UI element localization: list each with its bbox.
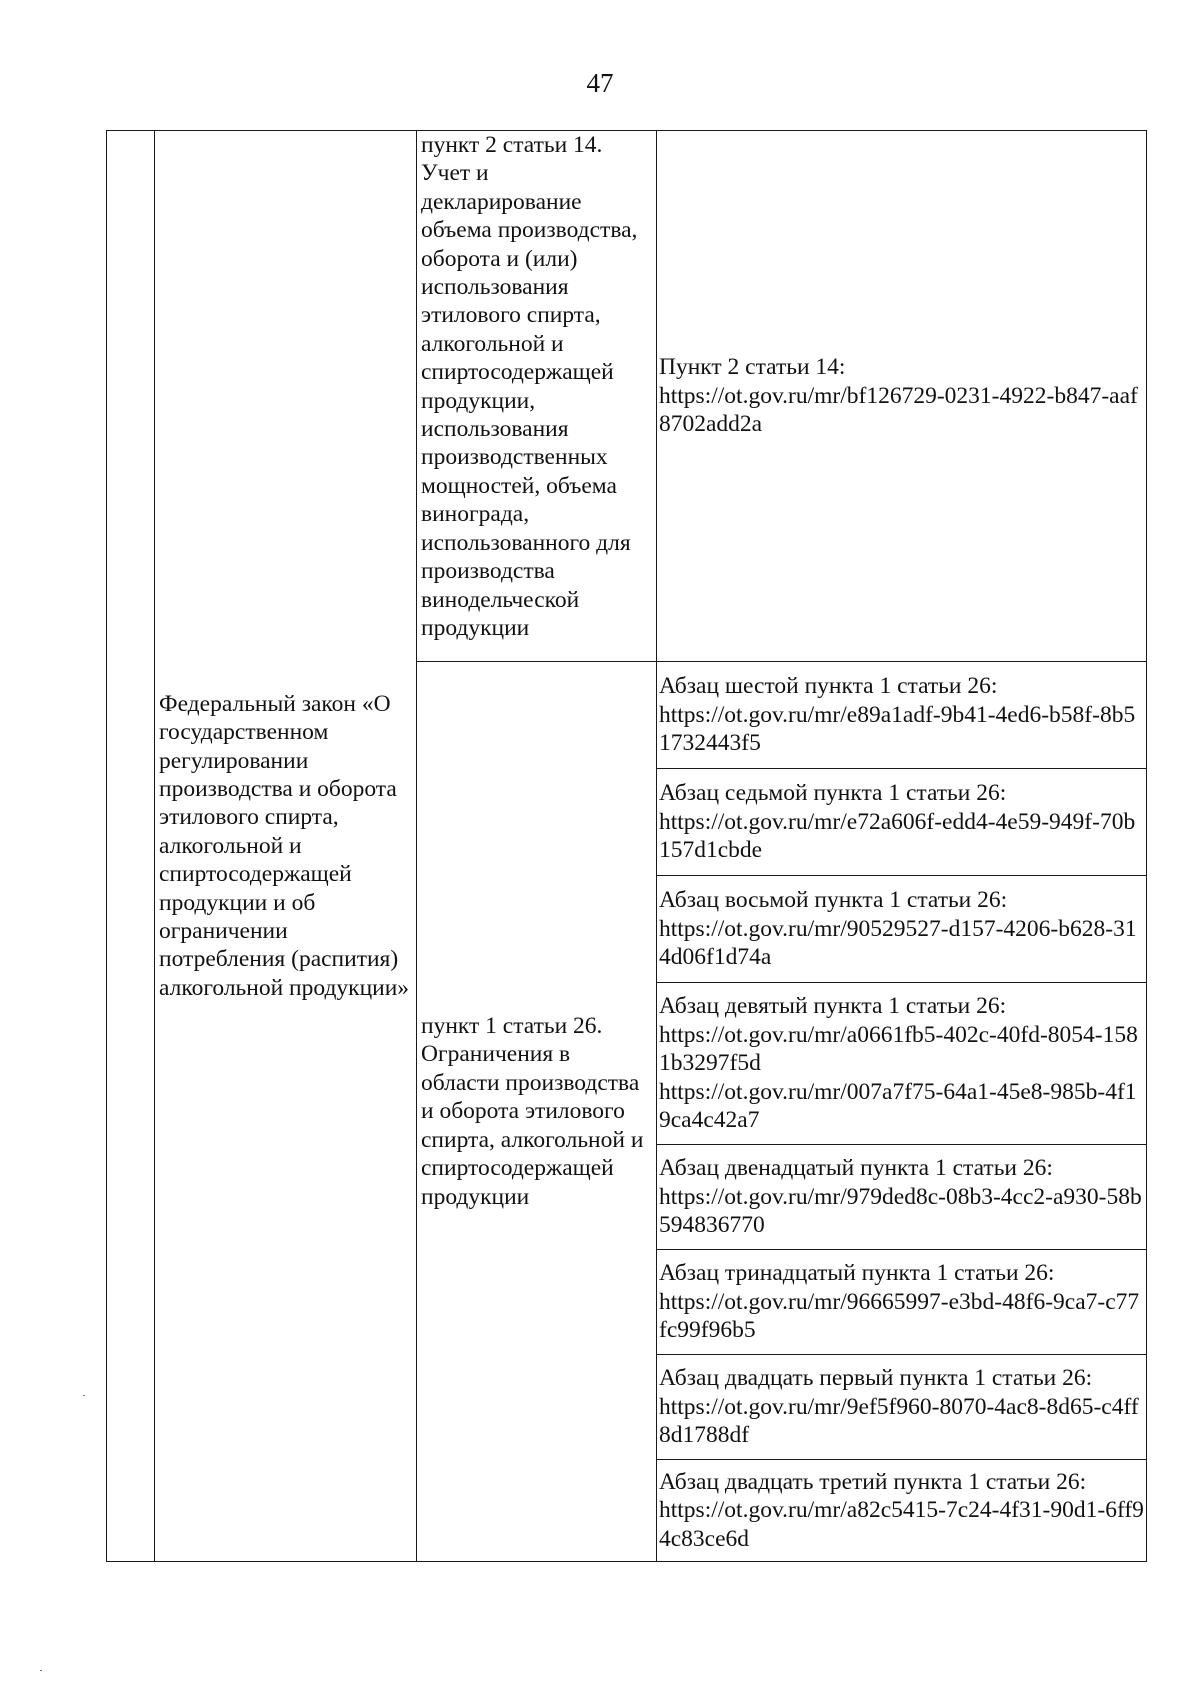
link-cell [657,876,1147,983]
link-label: Абзац восьмой пункта 1 статьи 26: [659,887,1008,914]
article-text: пункт 2 статьи 14. Учет и декларирование объема производства, оборота и (или) использования этилового спирта, алкогольной и спиртосодержащей продукции, использования производственных мощностей, объема винограда, использованного для производства винодельческой продукции [421,132,638,641]
link-label: Пункт 2 статьи 14: [659,354,846,381]
link-url[interactable]: https://ot.gov.ru/mr/979ded8c-08b3-4cc2-a930-58b594836770 [659,1183,1142,1239]
link-label: Абзац двенадцатый пункта 1 статьи 26: [659,1155,1053,1182]
regulation-table [106,130,1147,1562]
link-url[interactable]: https://ot.gov.ru/mr/a82c5415-7c24-4f31-90d1-6ff94c83ce6d [659,1497,1144,1552]
link-label: Абзац седьмой пункта 1 статьи 26: [659,780,1007,807]
link-cell [657,1145,1147,1250]
link-label: Абзац девятый пункта 1 статьи 26: [659,993,1007,1020]
law-title: Федеральный закон «О государственном регулировании производства и оборота этилового спирта, алкогольной и спиртосодержащей продукции и об ограничении потребления (распития) алкогольной продукции» [159,690,410,1001]
law-cell [155,131,417,1562]
link-cell [657,1460,1147,1562]
link-label: Абзац двадцать третий пункта 1 статьи 26: [659,1468,1087,1495]
link-url[interactable]: https://ot.gov.ru/mr/90529527-d157-4206-b628-314d06f1d74a [659,915,1137,971]
link-url[interactable]: https://ot.gov.ru/mr/a0661fb5-402c-40fd-8054-1581b3297f5d [659,1021,1138,1077]
article-cell [417,662,657,1562]
link-cell [657,1355,1147,1460]
link-label: Абзац двадцать первый пункта 1 статьи 26: [659,1365,1093,1392]
link-url[interactable]: https://ot.gov.ru/mr/96665997-e3bd-48f6-9ca7-c77fc99f96b5 [659,1288,1140,1344]
article-cell [417,131,657,662]
link-url[interactable]: https://ot.gov.ru/mr/e89a1adf-9b41-4ed6-b58f-8b51732443f5 [659,701,1136,757]
article-text: пункт 1 статьи 26. Ограничения в области производства и оборота этилового спирта, алкогольной и спиртосодержащей продукции [421,1013,644,1210]
link-url[interactable]: https://ot.gov.ru/mr/9ef5f960-8070-4ac8-8d65-c4ff8d1788df [659,1393,1139,1449]
index-cell [107,131,155,1562]
scan-speck [83,1395,85,1396]
link-url[interactable]: https://ot.gov.ru/mr/e72a606f-edd4-4e59-949f-70b157d1cbde [659,808,1136,864]
link-cell [657,131,1147,662]
link-label: Абзац тринадцатый пункта 1 статьи 26: [659,1260,1055,1287]
link-label: Абзац шестой пункта 1 статьи 26: [659,673,998,700]
link-cell [657,769,1147,876]
table-row [107,131,1147,662]
scan-speck [40,1670,42,1671]
link-cell [657,983,1147,1145]
link-url[interactable]: https://ot.gov.ru/mr/007a7f75-64a1-45e8-985b-4f19ca4c42a7 [659,1078,1137,1134]
link-cell [657,1250,1147,1355]
link-url[interactable]: https://ot.gov.ru/mr/bf126729-0231-4922-b847-aaf8702add2a [659,382,1138,438]
page-number: 47 [586,68,614,98]
link-cell [657,662,1147,769]
